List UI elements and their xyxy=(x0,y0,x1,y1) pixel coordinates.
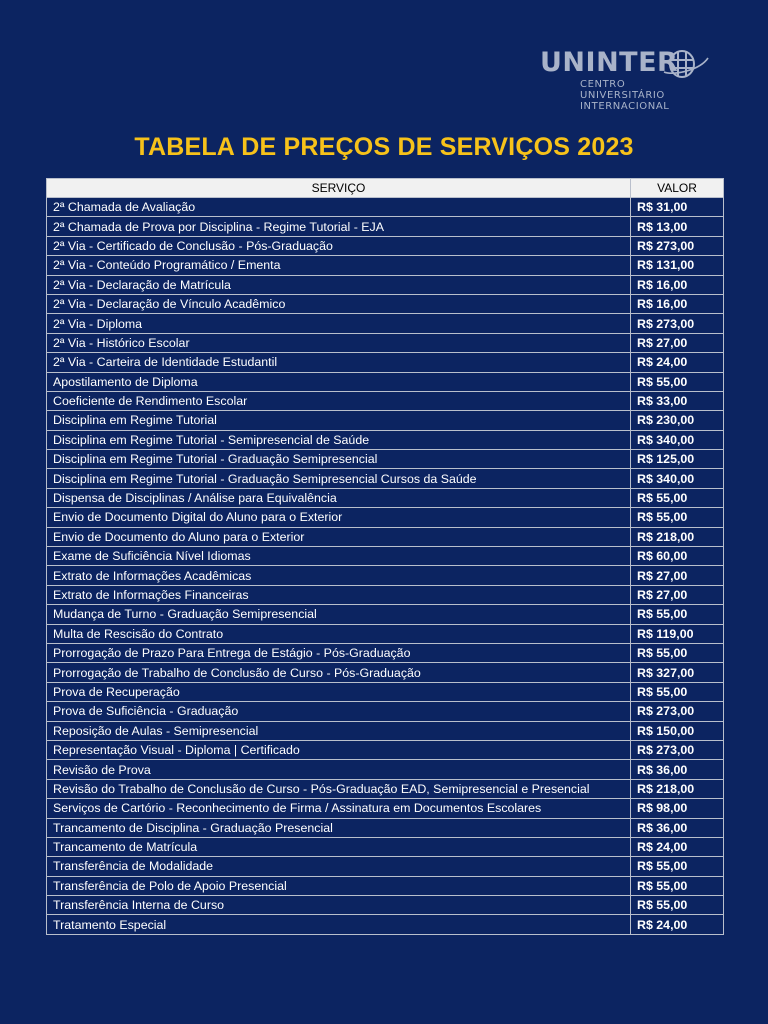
price-cell: R$ 340,00 xyxy=(631,469,724,488)
price-cell: R$ 55,00 xyxy=(631,605,724,624)
price-cell: R$ 230,00 xyxy=(631,411,724,430)
page-title: TABELA DE PREÇOS DE SERVIÇOS 2023 xyxy=(134,133,634,161)
service-name-cell: Reposição de Aulas - Semipresencial xyxy=(47,721,631,740)
table-row xyxy=(47,682,724,701)
price-cell: R$ 55,00 xyxy=(631,876,724,895)
table-row xyxy=(47,779,724,798)
service-name-cell: Revisão de Prova xyxy=(47,760,631,779)
service-name-cell: Prorrogação de Trabalho de Conclusão de Curso - Pós-Graduação xyxy=(47,663,631,682)
uninter-logo xyxy=(540,44,720,114)
service-name-cell: Trancamento de Disciplina - Graduação Presencial xyxy=(47,818,631,837)
price-cell: R$ 24,00 xyxy=(631,837,724,856)
price-cell: R$ 55,00 xyxy=(631,643,724,662)
service-name-cell: Extrato de Informações Acadêmicas xyxy=(47,566,631,585)
price-cell: R$ 33,00 xyxy=(631,391,724,410)
price-cell: R$ 55,00 xyxy=(631,372,724,391)
table-row xyxy=(47,585,724,604)
service-name-cell: Envio de Documento Digital do Aluno para o Exterior xyxy=(47,508,631,527)
service-name-cell: Tratamento Especial xyxy=(47,915,631,934)
price-cell: R$ 55,00 xyxy=(631,488,724,507)
table-row xyxy=(47,256,724,275)
price-cell: R$ 98,00 xyxy=(631,799,724,818)
service-name-cell: 2ª Chamada de Prova por Disciplina - Regime Tutorial - EJA xyxy=(47,217,631,236)
service-name-cell: Revisão do Trabalho de Conclusão de Curso - Pós-Graduação EAD, Semipresencial e Presencial xyxy=(47,779,631,798)
service-name-cell: Mudança de Turno - Graduação Semipresencial xyxy=(47,605,631,624)
service-name-cell: Transferência de Modalidade xyxy=(47,857,631,876)
service-name-cell: Multa de Rescisão do Contrato xyxy=(47,624,631,643)
service-name-cell: Trancamento de Matrícula xyxy=(47,837,631,856)
service-name-cell: Representação Visual - Diploma | Certificado xyxy=(47,740,631,759)
column-header-service: SERVIÇO xyxy=(47,179,631,198)
price-cell: R$ 16,00 xyxy=(631,275,724,294)
price-cell: R$ 55,00 xyxy=(631,682,724,701)
table-row xyxy=(47,896,724,915)
service-name-cell: 2ª Via - Declaração de Vínculo Acadêmico xyxy=(47,294,631,313)
price-cell: R$ 24,00 xyxy=(631,353,724,372)
service-name-cell: Disciplina em Regime Tutorial - Semipresencial de Saúde xyxy=(47,430,631,449)
price-cell: R$ 119,00 xyxy=(631,624,724,643)
column-header-value: VALOR xyxy=(631,179,724,198)
price-cell: R$ 27,00 xyxy=(631,566,724,585)
table-row xyxy=(47,314,724,333)
price-cell: R$ 16,00 xyxy=(631,294,724,313)
service-name-cell: Serviços de Cartório - Reconhecimento de Firma / Assinatura em Documentos Escolares xyxy=(47,799,631,818)
table-row xyxy=(47,605,724,624)
table-row xyxy=(47,372,724,391)
price-cell: R$ 27,00 xyxy=(631,585,724,604)
price-cell: R$ 55,00 xyxy=(631,508,724,527)
logo-sub-line: CENTRO xyxy=(580,79,626,90)
price-cell: R$ 24,00 xyxy=(631,915,724,934)
table-row xyxy=(47,837,724,856)
service-name-cell: Disciplina em Regime Tutorial xyxy=(47,411,631,430)
service-name-cell: Prorrogação de Prazo Para Entrega de Estágio - Pós-Graduação xyxy=(47,643,631,662)
table-body xyxy=(47,198,724,935)
service-name-cell: 2ª Via - Carteira de Identidade Estudantil xyxy=(47,353,631,372)
price-table xyxy=(46,178,724,935)
table-row xyxy=(47,353,724,372)
service-name-cell: Dispensa de Disciplinas / Análise para Equivalência xyxy=(47,488,631,507)
service-name-cell: 2ª Chamada de Avaliação xyxy=(47,198,631,217)
price-cell: R$ 31,00 xyxy=(631,198,724,217)
table-row xyxy=(47,333,724,352)
table-row xyxy=(47,876,724,895)
price-cell: R$ 218,00 xyxy=(631,779,724,798)
price-cell: R$ 273,00 xyxy=(631,236,724,255)
table-row xyxy=(47,527,724,546)
service-name-cell: Transferência Interna de Curso xyxy=(47,896,631,915)
table-row xyxy=(47,450,724,469)
table-row xyxy=(47,818,724,837)
table-header-row xyxy=(47,179,724,198)
service-name-cell: 2ª Via - Conteúdo Programático / Ementa xyxy=(47,256,631,275)
price-cell: R$ 273,00 xyxy=(631,702,724,721)
service-name-cell: Envio de Documento do Aluno para o Exterior xyxy=(47,527,631,546)
table-row xyxy=(47,702,724,721)
table-row xyxy=(47,760,724,779)
table-row xyxy=(47,508,724,527)
service-name-cell: Coeficiente de Rendimento Escolar xyxy=(47,391,631,410)
table-row xyxy=(47,236,724,255)
table-row xyxy=(47,857,724,876)
price-cell: R$ 273,00 xyxy=(631,740,724,759)
service-name-cell: 2ª Via - Certificado de Conclusão - Pós-Graduação xyxy=(47,236,631,255)
logo-brand: UNINTER xyxy=(540,47,679,78)
table-row xyxy=(47,391,724,410)
table-row xyxy=(47,547,724,566)
logo-subtitle xyxy=(580,79,669,112)
table-row xyxy=(47,624,724,643)
table-row xyxy=(47,488,724,507)
service-name-cell: 2ª Via - Diploma xyxy=(47,314,631,333)
price-cell: R$ 36,00 xyxy=(631,760,724,779)
service-name-cell: Prova de Recuperação xyxy=(47,682,631,701)
price-cell: R$ 150,00 xyxy=(631,721,724,740)
service-name-cell: Extrato de Informações Financeiras xyxy=(47,585,631,604)
table-row xyxy=(47,275,724,294)
price-cell: R$ 13,00 xyxy=(631,217,724,236)
price-cell: R$ 60,00 xyxy=(631,547,724,566)
table-row xyxy=(47,915,724,934)
service-name-cell: Transferência de Polo de Apoio Presencial xyxy=(47,876,631,895)
price-cell: R$ 36,00 xyxy=(631,818,724,837)
table-row xyxy=(47,740,724,759)
service-name-cell: 2ª Via - Histórico Escolar xyxy=(47,333,631,352)
logo-sub-line: INTERNACIONAL xyxy=(580,101,670,112)
table-row xyxy=(47,198,724,217)
table-row xyxy=(47,566,724,585)
service-name-cell: 2ª Via - Declaração de Matrícula xyxy=(47,275,631,294)
service-name-cell: Exame de Suficiência Nível Idiomas xyxy=(47,547,631,566)
price-cell: R$ 125,00 xyxy=(631,450,724,469)
price-cell: R$ 131,00 xyxy=(631,256,724,275)
table-row xyxy=(47,663,724,682)
price-cell: R$ 55,00 xyxy=(631,896,724,915)
table-row xyxy=(47,411,724,430)
globe-icon xyxy=(660,46,710,82)
price-cell: R$ 327,00 xyxy=(631,663,724,682)
table-row xyxy=(47,643,724,662)
service-name-cell: Disciplina em Regime Tutorial - Graduação Semipresencial Cursos da Saúde xyxy=(47,469,631,488)
service-name-cell: Prova de Suficiência - Graduação xyxy=(47,702,631,721)
table-row xyxy=(47,294,724,313)
service-name-cell: Disciplina em Regime Tutorial - Graduação Semipresencial xyxy=(47,450,631,469)
table-row xyxy=(47,799,724,818)
price-cell: R$ 218,00 xyxy=(631,527,724,546)
table-row xyxy=(47,721,724,740)
price-cell: R$ 27,00 xyxy=(631,333,724,352)
price-cell: R$ 340,00 xyxy=(631,430,724,449)
service-name-cell: Apostilamento de Diploma xyxy=(47,372,631,391)
price-cell: R$ 55,00 xyxy=(631,857,724,876)
table-row xyxy=(47,469,724,488)
logo-sub-line: UNIVERSITÁRIO xyxy=(580,90,665,101)
price-cell: R$ 273,00 xyxy=(631,314,724,333)
table-row xyxy=(47,217,724,236)
table-row xyxy=(47,430,724,449)
